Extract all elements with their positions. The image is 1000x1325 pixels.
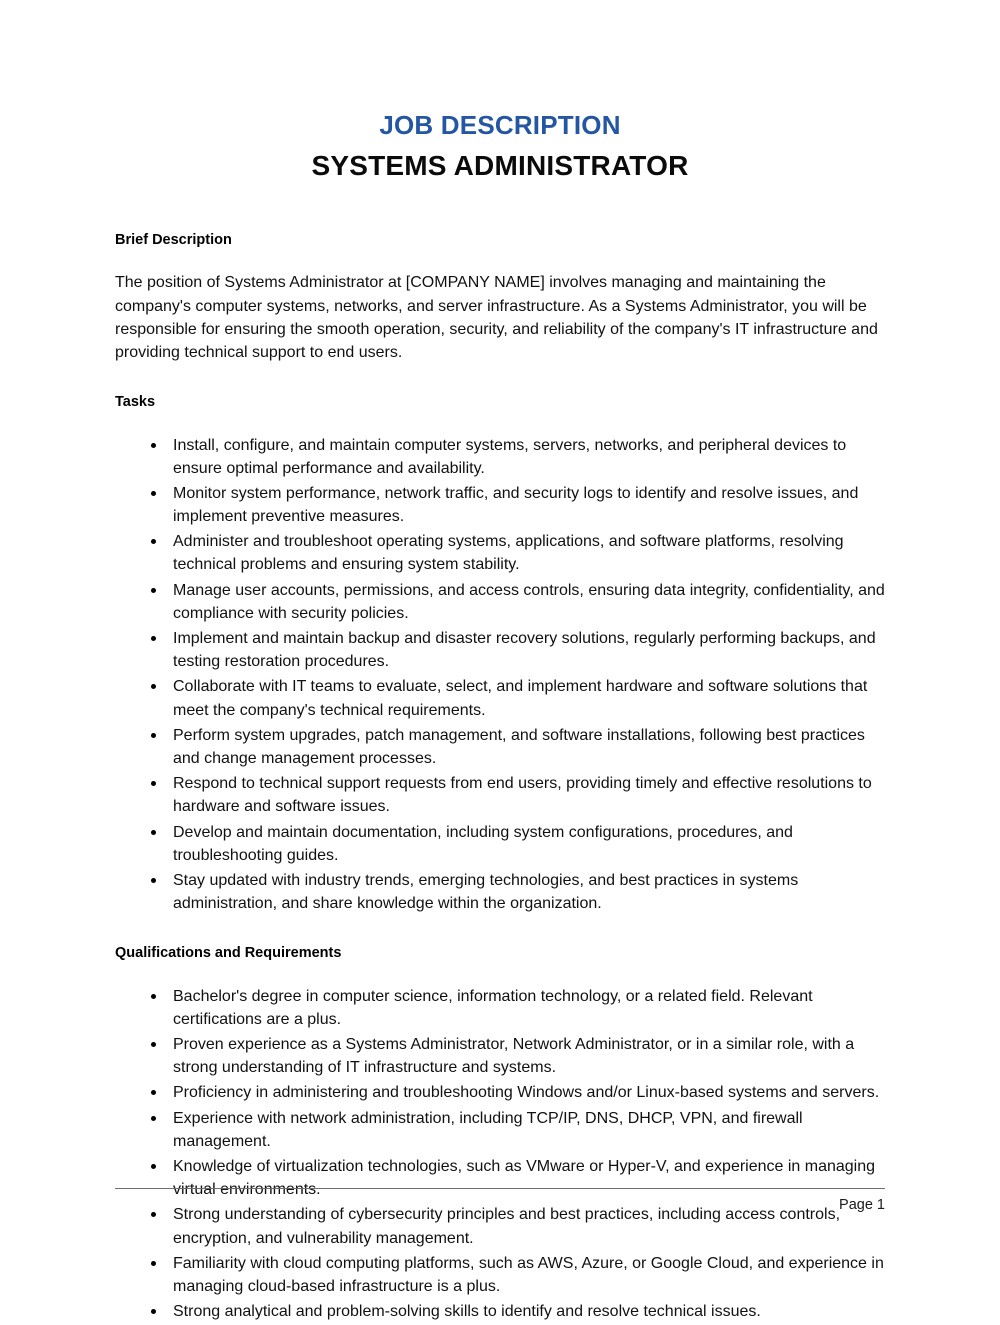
list-item: Experience with network administration, including TCP/IP, DNS, DHCP, VPN, and firewall management. — [115, 1107, 885, 1153]
section-tasks — [115, 394, 885, 915]
page-number: Page 1 — [839, 1197, 885, 1213]
list-item: Perform system upgrades, patch management, and software installations, following best practices and change management processes. — [115, 724, 885, 770]
list-item: Manage user accounts, permissions, and access controls, ensuring data integrity, confidentiality, and compliance with security policies. — [115, 579, 885, 625]
qualifications-list — [115, 985, 885, 1324]
document-title-block — [0, 0, 1000, 180]
tasks-list — [115, 434, 885, 916]
list-item: Proven experience as a Systems Administrator, Network Administrator, or in a similar role, with a strong understanding of IT infrastructure and systems. — [115, 1033, 885, 1079]
list-item: Knowledge of virtualization technologies, such as VMware or Hyper-V, and experience in managing virtual environments. — [115, 1155, 885, 1201]
list-item: Collaborate with IT teams to evaluate, select, and implement hardware and software solutions that meet the company's technical requirements. — [115, 675, 885, 721]
list-item: Develop and maintain documentation, including system configurations, procedures, and troubleshooting guides. — [115, 821, 885, 867]
page-footer — [115, 1188, 885, 1214]
list-item: Implement and maintain backup and disaster recovery solutions, regularly performing backups, and testing restoration procedures. — [115, 627, 885, 673]
list-item: Proficiency in administering and troubleshooting Windows and/or Linux-based systems and servers. — [115, 1081, 885, 1104]
list-item: Respond to technical support requests from end users, providing timely and effective resolutions to hardware and software issues. — [115, 772, 885, 818]
section-heading-qualifications: Qualifications and Requirements — [115, 945, 342, 962]
brief-description-paragraph: The position of Systems Administrator at [COMPANY NAME] involves managing and maintaining the company's computer systems, networks, and server infrastructure. As a Systems Administrator, you will be responsible for ensuring the smooth operation, security, and reliability of the company's IT infrastructure and providing technical support to end users. — [115, 274, 878, 361]
page-title: SYSTEMS ADMINISTRATOR — [311, 150, 689, 181]
section-heading-tasks: Tasks — [115, 394, 156, 411]
document-content — [115, 232, 885, 1325]
list-item: Familiarity with cloud computing platforms, such as AWS, Azure, or Google Cloud, and experience in managing cloud-based infrastructure is a plus. — [115, 1252, 885, 1298]
footer-divider — [115, 1188, 885, 1189]
section-heading-brief-description: Brief Description — [115, 232, 232, 248]
list-item: Strong analytical and problem-solving skills to identify and resolve technical issues. — [115, 1300, 885, 1323]
list-item: Bachelor's degree in computer science, information technology, or a related field. Relevant certifications are a plus. — [115, 985, 885, 1031]
list-item: Strong understanding of cybersecurity principles and best practices, including access controls, encryption, and vulnerability management. — [115, 1203, 885, 1249]
section-qualifications — [115, 945, 885, 1323]
list-item: Stay updated with industry trends, emerging technologies, and best practices in systems administration, and share knowledge within the organization. — [115, 869, 885, 915]
list-item: Monitor system performance, network traffic, and security logs to identify and resolve issues, and implement preventive measures. — [115, 482, 885, 528]
section-brief-description — [115, 232, 885, 364]
list-item: Install, configure, and maintain computer systems, servers, networks, and peripheral devices to ensure optimal performance and availability. — [115, 434, 885, 480]
list-item: Administer and troubleshoot operating systems, applications, and software platforms, resolving technical problems and ensuring system stability. — [115, 530, 885, 576]
document-kicker: JOB DESCRIPTION — [379, 110, 621, 140]
